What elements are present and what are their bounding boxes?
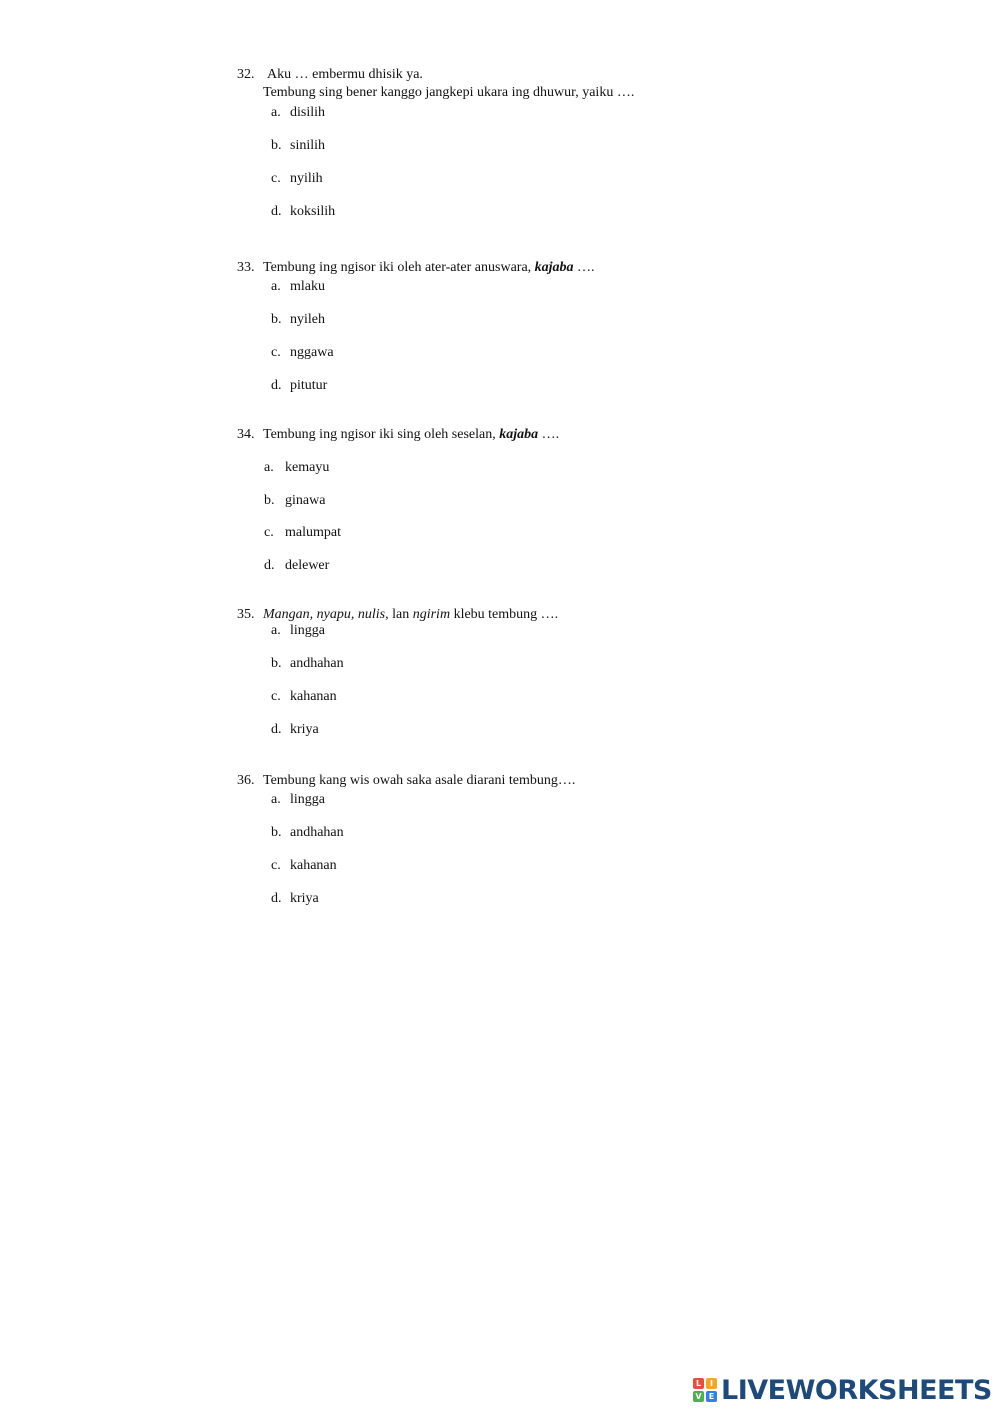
option-text: sinilih	[290, 138, 326, 153]
question-text: Tembung ing ngisor iki sing oleh seselan, kajaba ….	[263, 427, 560, 442]
option-text: lingga	[290, 792, 325, 807]
option-text: koksilih	[290, 204, 336, 219]
logo-tile: V	[693, 1391, 704, 1402]
question-number: 35.	[237, 607, 255, 622]
option-text: mlaku	[290, 279, 325, 294]
option-text: disilih	[290, 105, 326, 120]
option-label: d.	[264, 558, 275, 573]
option-label: a.	[271, 792, 281, 807]
option-label: b.	[271, 138, 282, 153]
option-text: pitutur	[290, 378, 328, 393]
option-text: nggawa	[290, 345, 334, 360]
question-instruction: Tembung sing bener kanggo jangkepi ukara ing dhuwur, yaiku ….	[263, 85, 635, 100]
option-label: c.	[271, 345, 281, 360]
option-label: c.	[271, 858, 281, 873]
option-label: d.	[271, 722, 282, 737]
option-text: lingga	[290, 623, 325, 638]
option-label: a.	[271, 105, 281, 120]
option-text: andhahan	[290, 825, 344, 840]
question-text: Tembung kang wis owah saka asale diarani tembung….	[263, 773, 576, 788]
liveworksheets-icon	[693, 1378, 717, 1402]
option-text: kemayu	[285, 460, 330, 475]
option-label: c.	[264, 525, 274, 540]
liveworksheets-logo	[693, 1376, 992, 1404]
option-label: a.	[271, 279, 281, 294]
option-text: delewer	[285, 558, 330, 573]
option-label: c.	[271, 689, 281, 704]
option-text: malumpat	[285, 525, 341, 540]
logo-tile: L	[693, 1378, 704, 1389]
option-label: a.	[271, 623, 281, 638]
question-number: 32.	[237, 67, 255, 82]
option-label: a.	[264, 460, 274, 475]
question-text: Tembung ing ngisor iki oleh ater-ater anuswara, kajaba ….	[263, 260, 595, 275]
option-label: b.	[264, 493, 275, 508]
logo-tile: E	[706, 1391, 717, 1402]
logo-tile: I	[706, 1378, 717, 1389]
option-text: nyileh	[290, 312, 325, 327]
logo-text: LIVEWORKSHEETS	[721, 1374, 992, 1406]
option-label: b.	[271, 312, 282, 327]
option-label: c.	[271, 171, 281, 186]
option-label: b.	[271, 825, 282, 840]
option-label: d.	[271, 378, 282, 393]
option-text: kahanan	[290, 858, 337, 873]
option-text: ginawa	[285, 493, 326, 508]
option-label: d.	[271, 204, 282, 219]
option-text: andhahan	[290, 656, 344, 671]
option-text: kriya	[290, 722, 319, 737]
option-text: kahanan	[290, 689, 337, 704]
question-number: 34.	[237, 427, 255, 442]
emphasis-word: kajaba	[534, 260, 574, 275]
emphasis-word: kajaba	[499, 427, 539, 442]
question-text: Mangan, nyapu, nulis, lan ngirim klebu tembung ….	[263, 607, 559, 622]
option-text: nyilih	[290, 171, 323, 186]
question-number: 36.	[237, 773, 255, 788]
option-label: d.	[271, 891, 282, 906]
option-label: b.	[271, 656, 282, 671]
question-number: 33.	[237, 260, 255, 275]
question-text: Aku … embermu dhisik ya.	[267, 67, 423, 82]
option-text: kriya	[290, 891, 319, 906]
